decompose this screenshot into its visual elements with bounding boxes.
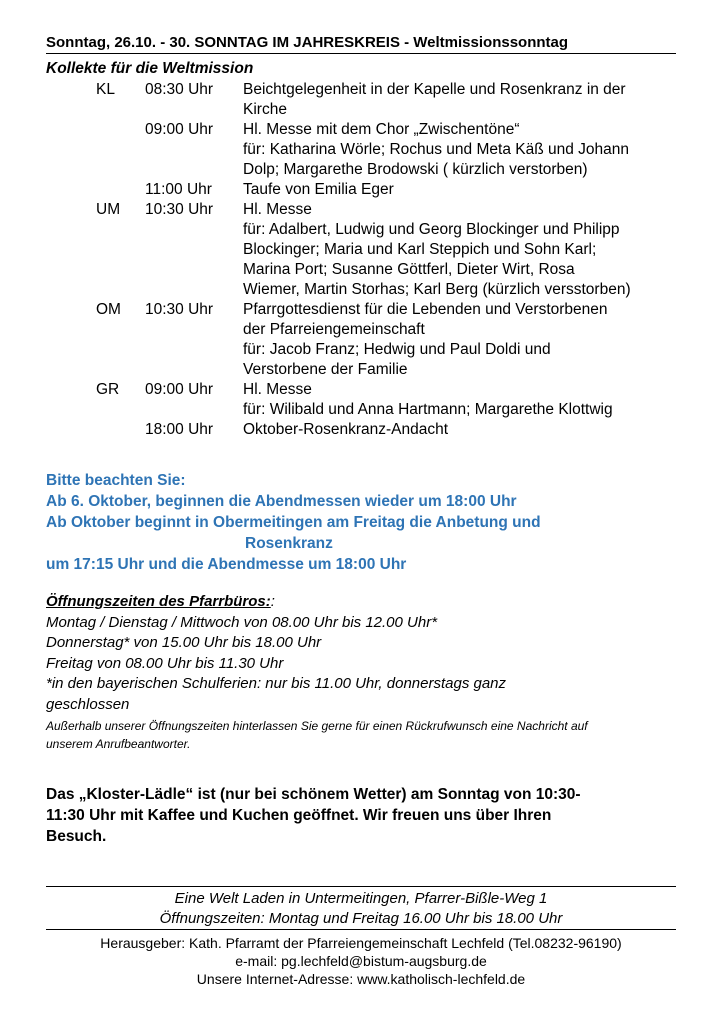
schedule-time: 10:30 Uhr — [145, 201, 214, 218]
schedule-description-line: Verstorbene der Familie — [243, 361, 408, 378]
schedule-description-line: Blockinger; Maria und Karl Steppich und Sohn Karl; — [243, 241, 597, 258]
schedule-description-line: für: Jacob Franz; Hedwig und Paul Doldi und — [243, 341, 551, 358]
schedule-row — [0, 80, 723, 120]
schedule-row — [0, 300, 723, 380]
schedule-time: 10:30 Uhr — [145, 301, 214, 318]
schedule-description-line: Dolp; Margarethe Brodowski ( kürzlich verstorben) — [243, 161, 588, 178]
schedule-location: UM — [96, 201, 121, 218]
notice-line: Ab 6. Oktober, beginnen die Abendmessen wieder um 18:00 Uhr — [46, 493, 517, 510]
kloster-line: Das „Kloster-Lädle“ ist (nur bei schönem Wetter) am Sonntag von 10:30- — [46, 786, 581, 803]
schedule-description — [243, 120, 683, 180]
footer-line: Öffnungszeiten: Montag und Freitag 16.00 Uhr bis 18.00 Uhr — [159, 910, 563, 927]
office-hours-line: geschlossen — [46, 695, 130, 713]
schedule-time: 08:30 Uhr — [145, 81, 214, 98]
imprint-website: Unsere Internet-Adresse: www.katholisch-lechfeld.de — [196, 971, 526, 987]
imprint-email: e-mail: pg.lechfeld@bistum-augsburg.de — [235, 953, 487, 969]
notice-line: Rosenkranz — [245, 535, 333, 552]
notice-line: Bitte beachten Sie: — [46, 472, 186, 489]
schedule-time: 18:00 Uhr — [145, 421, 214, 438]
office-hours-note-line: Außerhalb unserer Öffnungszeiten hinterlassen Sie gerne für einen Rückrufwunsch eine Nachricht auf — [46, 719, 588, 733]
schedule-description-line: für: Adalbert, Ludwig und Georg Blockinger und Philipp — [243, 221, 620, 238]
office-hours-note — [46, 717, 686, 753]
schedule-description-line: der Pfarreiengemeinschaft — [243, 321, 425, 338]
schedule-description — [243, 80, 683, 120]
office-hours-line: Donnerstag* von 15.00 Uhr bis 18.00 Uhr — [46, 634, 322, 651]
office-hours-line: *in den bayerischen Schulferien: nur bis 11.00 Uhr, donnerstags ganz — [46, 675, 507, 692]
notice-block — [46, 470, 676, 575]
schedule-description-line: für: Wilibald und Anna Hartmann; Margarethe Klottwig — [243, 401, 613, 418]
schedule-description — [243, 420, 683, 440]
service-schedule — [0, 80, 723, 440]
schedule-row — [0, 200, 723, 300]
schedule-description-line: Hl. Messe mit dem Chor „Zwischentöne“ — [243, 121, 520, 138]
schedule-description-line: Marina Port; Susanne Göttferl, Dieter Wirt, Rosa — [243, 261, 575, 278]
schedule-description — [243, 300, 683, 380]
schedule-description-line: Oktober-Rosenkranz-Andacht — [243, 421, 449, 438]
schedule-description-line: Hl. Messe — [243, 381, 312, 398]
office-hours-note-line: unserem Anrufbeantworter. — [46, 737, 191, 751]
collection-note: Kollekte für die Weltmission — [46, 60, 254, 77]
office-hours-line: Montag / Dienstag / Mittwoch von 08.00 Uhr bis 12.00 Uhr* — [46, 613, 438, 631]
schedule-location: OM — [96, 301, 121, 318]
page-heading: Sonntag, 26.10. - 30. SONNTAG IM JAHRESKREIS - Weltmissionssonntag — [46, 34, 676, 54]
schedule-row — [0, 420, 723, 440]
schedule-description — [243, 180, 683, 200]
schedule-description — [243, 380, 683, 420]
schedule-row — [0, 380, 723, 420]
schedule-description-line: Beichtgelegenheit in der Kapelle und Rosenkranz in der — [243, 81, 626, 98]
office-hours-line: Freitag von 08.00 Uhr bis 11.30 Uhr — [46, 654, 284, 672]
kloster-line: 11:30 Uhr mit Kaffee und Kuchen geöffnet. Wir freuen uns über Ihren — [46, 807, 552, 824]
schedule-description-line: Hl. Messe — [243, 201, 312, 218]
schedule-location: KL — [96, 81, 115, 98]
imprint — [46, 934, 676, 988]
schedule-description-line: für: Katharina Wörle; Rochus und Meta Käß und Johann — [243, 141, 629, 158]
schedule-description-line: Wiemer, Martin Storhas; Karl Berg (kürzlich versstorben) — [243, 281, 631, 298]
notice-line: Ab Oktober beginnt in Obermeitingen am Freitag die Anbetung und — [46, 514, 541, 531]
imprint-publisher: Herausgeber: Kath. Pfarramt der Pfarreiengemeinschaft Lechfeld (Tel.08232-96190) — [100, 935, 622, 951]
schedule-location: GR — [96, 381, 120, 398]
schedule-time: 09:00 Uhr — [145, 381, 214, 398]
office-hours-title-suffix: : — [270, 593, 275, 610]
kloster-line: Besuch. — [46, 828, 107, 845]
schedule-row — [0, 120, 723, 180]
office-hours — [46, 592, 686, 753]
schedule-description-line: Taufe von Emilia Eger — [243, 181, 394, 198]
eine-welt-laden-box — [46, 886, 676, 930]
schedule-description — [243, 200, 683, 300]
schedule-time: 09:00 Uhr — [145, 121, 214, 138]
kloster-laedle-notice — [46, 784, 656, 847]
schedule-description-line: Pfarrgottesdienst für die Lebenden und Verstorbenen — [243, 301, 608, 318]
schedule-time: 11:00 Uhr — [145, 181, 212, 198]
footer-line: Eine Welt Laden in Untermeitingen, Pfarrer-Bißle-Weg 1 — [174, 890, 548, 907]
schedule-description-line: Kirche — [243, 101, 287, 118]
office-hours-title: Öffnungszeiten des Pfarrbüros: — [46, 593, 271, 610]
schedule-row — [0, 180, 723, 200]
notice-line: um 17:15 Uhr und die Abendmesse um 18:00 Uhr — [46, 556, 407, 573]
